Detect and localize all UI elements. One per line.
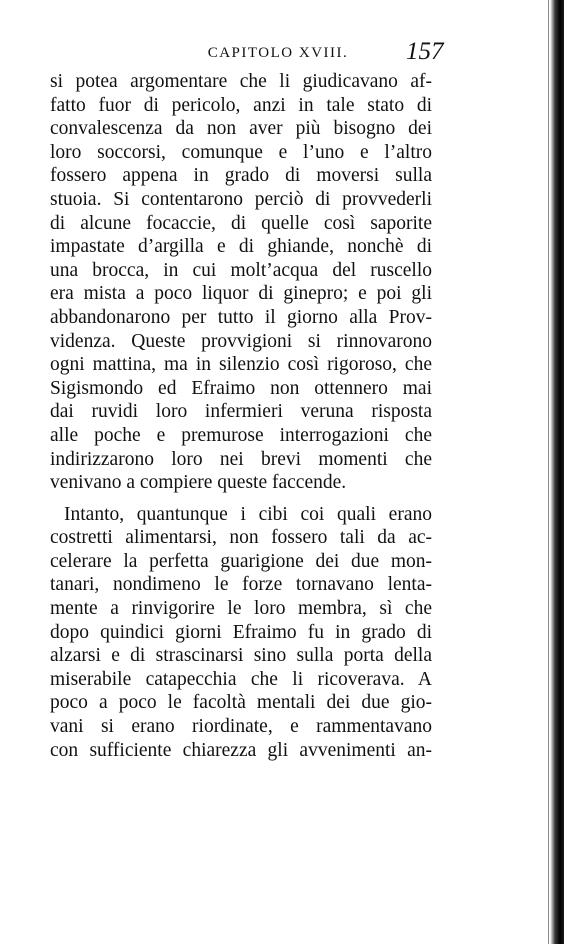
text-line: Sigismondo ed Efraimo non ottennero mai (50, 377, 432, 399)
running-title: CAPITOLO XVIII. (207, 45, 349, 61)
book-spine-shadow (550, 0, 564, 944)
text-line: con sufficiente chiarezza gli avvenimenti an- (50, 739, 432, 761)
paragraph (50, 70, 432, 495)
paragraph (50, 503, 432, 763)
text-line: di alcune focaccie, di quelle così saporite (50, 212, 432, 234)
text-line: alzarsi e di strascinarsi sino sulla porta della (50, 645, 432, 667)
text-line: dai ruvidi loro infermieri veruna risposta (50, 401, 432, 423)
text-line: costretti alimentarsi, non fossero tali da ac- (50, 527, 432, 549)
text-line: fossero appena in grado di moversi sulla (50, 165, 432, 187)
text-line: fatto fuor di pericolo, anzi in tale stato di (50, 94, 432, 116)
text-line: venivano a compiere queste faccende. (50, 472, 347, 494)
text-line: alle poche e premurose interrogazioni che (50, 424, 432, 446)
body-text (50, 70, 432, 762)
text-line: Intanto, quantunque i cibi coi quali erano (64, 503, 432, 525)
text-line: abbandonarono per tutto il giorno alla Prov- (50, 306, 432, 328)
page-number: 157 (406, 38, 444, 65)
text-line: poco a poco le facoltà mentali dei due gio- (50, 692, 432, 714)
text-line: vani si erano riordinate, e rammentavano (50, 716, 432, 738)
text-line: tanari, nondimeno le forze tornavano lenta- (50, 574, 432, 596)
text-line: indirizzarono loro nei brevi momenti che (50, 448, 432, 470)
text-line: videnza. Queste provvigioni si rinnovarono (50, 330, 432, 352)
text-line: dopo quindici giorni Efraimo fu in grado di (50, 621, 432, 643)
text-line: si potea argomentare che li giudicavano af- (50, 71, 432, 92)
text-line: ogni mattina, ma in silenzio così rigoroso, che (50, 354, 432, 376)
text-line: una brocca, in cui molt’acqua del ruscello (50, 259, 432, 281)
text-line: era mista a poco liquor di ginepro; e poi gli (50, 283, 432, 305)
text-line: impastate d’argilla e di ghiande, nonchè di (50, 236, 432, 258)
text-line: celerare la perfetta guarigione dei due mon- (50, 550, 432, 572)
text-line: convalescenza da non aver più bisogno dei (50, 118, 432, 140)
text-line: stuoia. Si contentarono perciò di provvederli (50, 188, 432, 210)
text-line: loro soccorsi, comunque e l’uno e l’altro (50, 141, 432, 163)
text-line: mente a rinvigorire le loro membra, sì che (50, 598, 432, 620)
text-line: miserabile catapecchia che li ricoverava. A (50, 668, 432, 690)
page-edge-line (548, 0, 549, 944)
paragraph-spacing (50, 495, 432, 503)
